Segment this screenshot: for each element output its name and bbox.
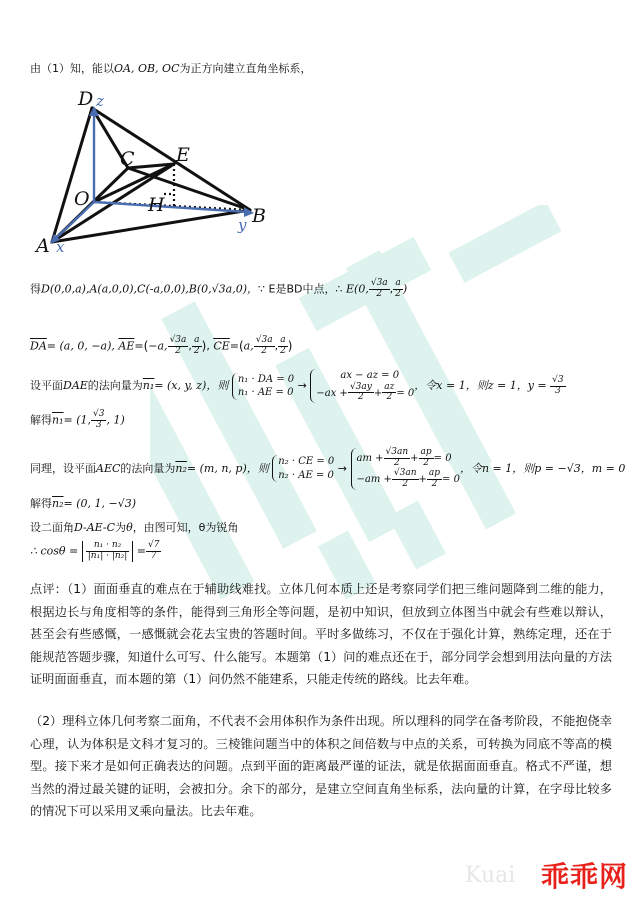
normal2-post: ，令n = 1，则p = −√3，m = 0 [459,461,626,475]
tetrahedron-figure [28,84,278,256]
normal1-vec: n₁ [142,379,155,393]
angle-theta: θ [126,521,133,534]
vec-CE-frac1: $\frac{√3a}{2}$ [255,335,273,356]
coords-line: 得D(0,0,a),A(a,0,0),C(-a,0,0),B(0,√3a,0)，∵ E是BD中点，∴ E(0, $\frac{√3a}{2}$ , $\frac{a}{2}$ ) [30,278,408,299]
vec-CE-frac2: $\frac{a}{2}$ [280,335,286,356]
normal2-pre: 同理，设平面 [30,461,96,475]
vec-DA-val: = (a, 0, −a), [46,339,115,353]
normal1-conditions: n₁ · DA = 0 n₁ · AE = 0 [232,373,294,400]
site-logo [465,851,640,906]
edge-CB [128,168,250,210]
vec-CE: $\overline{CE}$ [213,339,230,353]
solve1-vec: n₁ [52,413,64,427]
watermark-graphic [150,205,580,625]
solve1-frac: $\frac{√3}{3}$ [93,409,105,430]
vec-AE-eq: = [134,339,144,353]
label-B: B [252,205,266,227]
cos-line [30,541,161,562]
normal2-plane: AEC [96,461,121,475]
normal2-line [30,448,625,490]
vec-comma: , [206,339,210,353]
angle-mid: 为 [115,521,127,534]
cos-pre: ∴ cosθ = [30,544,79,558]
normal2-conditions: n₂ · CE = 0 n₂ · AE = 0 [272,455,334,482]
normal2-system: am + $\frac{√3an}{2}$ + $\frac{ap}{2}$ = 0 −am + $\frac{√3an}{2}$ + $\frac{ap}{2}$ = 0 [351,448,460,490]
vectors-line: $\overline{DA}= (a$, 0, −a), $\overline{AE}=(-a$, $\frac{√3a}{2}$ , $\frac{a}{2}$ ), $\overline{CE}=(a$, $\frac{√3a}{2}$ , $\frac{a}{2}$ ) [30,335,293,356]
label-C: C [120,148,135,170]
coord-E-pre: E(0, [346,282,369,296]
coord-B: B(0,√3a,0)， [188,282,259,296]
cos-eq: = [136,544,147,558]
normal1-plane: DAE [63,379,88,393]
comment-part2: （2）理科立体几何考察二面角，不代表不会用体积作为条件出现。所以理科的同学在备考阶段，不能抱侥幸心理，认为体积是文科才复习的。三棱锥问题当中的体积之间倍数与中点的关系，可转换为同底不等高的模型。接下来才是如何正确表达的问题。点到平面的距离最严谨的证法，就是依据面面垂直。格式不严谨，想当然的滑过最关键的证明，会被扣分。余下的部分，是建立空间直角坐标系，法向量的计算，在字母比较多的情况下可以采用叉乘向量法。比去年难。 [30,714,612,818]
solve1-line [30,410,125,431]
cos-result: $\frac{√7}{7}$ [148,540,160,561]
axis-y [94,202,248,212]
comment-part1: 点评：（1）面面垂直的难点在于辅助线难找。立体几何本质上还是考察同学们把三维问题降到二维的能力，根据边长与角度相等的条件，能得到三角形全等问题，是初中知识，但放到立体图当中就会有些难以辩认，甚至会有些感慨，一感慨就会花去宝贵的答题时间。平时多做练习，不仅在于强化计算，熟练定理，还在于能规范答题步骤，知道什么可写、什么能写。本题第（1）问的难点还在于，部分同学会想到用法向量的方法证明面面垂直，而本题的第（1）问仍然不能建系，只能走传统的路线。比去年难。 [30,582,612,686]
solve2-vec: n₂ [52,497,64,510]
cos-abs: $\frac{\text{n₁ · n₂}}{\text{|n₁| · |n₂|}}$ [82,541,134,562]
label-y: y [238,216,247,234]
solve2-pre: 解得 [30,497,52,510]
intro-vars: OA, OB, OC [114,62,180,75]
normal2-vec: n₂ [175,461,187,475]
normal2-arrow: → [337,461,347,475]
normal2-mid: 的法向量为 [120,461,176,475]
angle-pre: 设二面角 [30,521,74,534]
normal1-pre: 设平面 [30,379,63,393]
normal1-line [30,369,566,403]
coord-D: D(0,0,a), [41,282,90,296]
coords-pre: 得 [30,282,41,296]
logo-ghost-text: Kuai [465,863,516,889]
logo-brand-text: 乖乖网 [540,860,628,894]
normal1-mid: 的法向量为 [87,379,143,393]
vec-AE-frac2: $\frac{a}{2}$ [193,335,200,356]
vec-CE-a: a, [243,339,254,353]
vec-AE-frac1: $\frac{√3a}{2}$ [169,335,187,356]
angle-post: ，由图可知，θ为锐角 [132,521,239,534]
vec-AE-a: −a, [148,339,168,353]
coord-E-frac2: $\frac{a}{2}$ [395,278,401,299]
coord-A: A(a,0,0), [89,282,138,296]
solve1-pre: 解得 [30,413,52,427]
angle-name: D-AE-C [74,521,116,534]
normal1-arrow: → [297,379,307,393]
intro-post: 为正方向建立直角坐标系， [179,62,312,75]
label-E: E [176,144,190,166]
coord-E-post: ) [402,282,408,296]
normal1-val: = (x, y, z)，则 [154,379,229,393]
solve1-val-post: , 1) [106,413,125,427]
solve2-line [30,496,136,512]
vec-AE: $\overline{AE}$ [118,339,135,353]
normal1-post: ，令x = 1，则z = 1，y = [414,379,551,393]
label-D: D [78,88,94,110]
solve1-val-pre: = (1, [63,413,91,427]
normal1-system: ax − az = 0 −ax + $\frac{√3ay}{2}$ + $\frac{az}{2}$ = 0 [310,369,414,403]
coord-E-frac1: $\frac{√3a}{2}$ [370,278,388,299]
vec-CE-eq: = [229,339,239,353]
solve2-val: = (0, 1, −√3) [63,497,137,510]
label-A: A [36,235,50,256]
label-z: z [96,92,104,110]
angle-line [30,520,238,536]
vec-DA: $\overline{DA}$ [30,339,47,353]
intro-pre: 由（1）知，能以 [30,62,114,75]
intro-line [30,61,311,77]
label-O: O [74,188,90,210]
label-H: H [148,194,165,216]
coord-C: C(-a,0,0), [137,282,189,296]
normal2-val: = (m, n, p)，则 [186,461,269,475]
normal1-y-frac: $\frac{√3}{3}$ [552,374,564,396]
label-x: x [56,238,65,256]
coords-mid: ∵ E是BD中点，∴ [258,282,346,296]
